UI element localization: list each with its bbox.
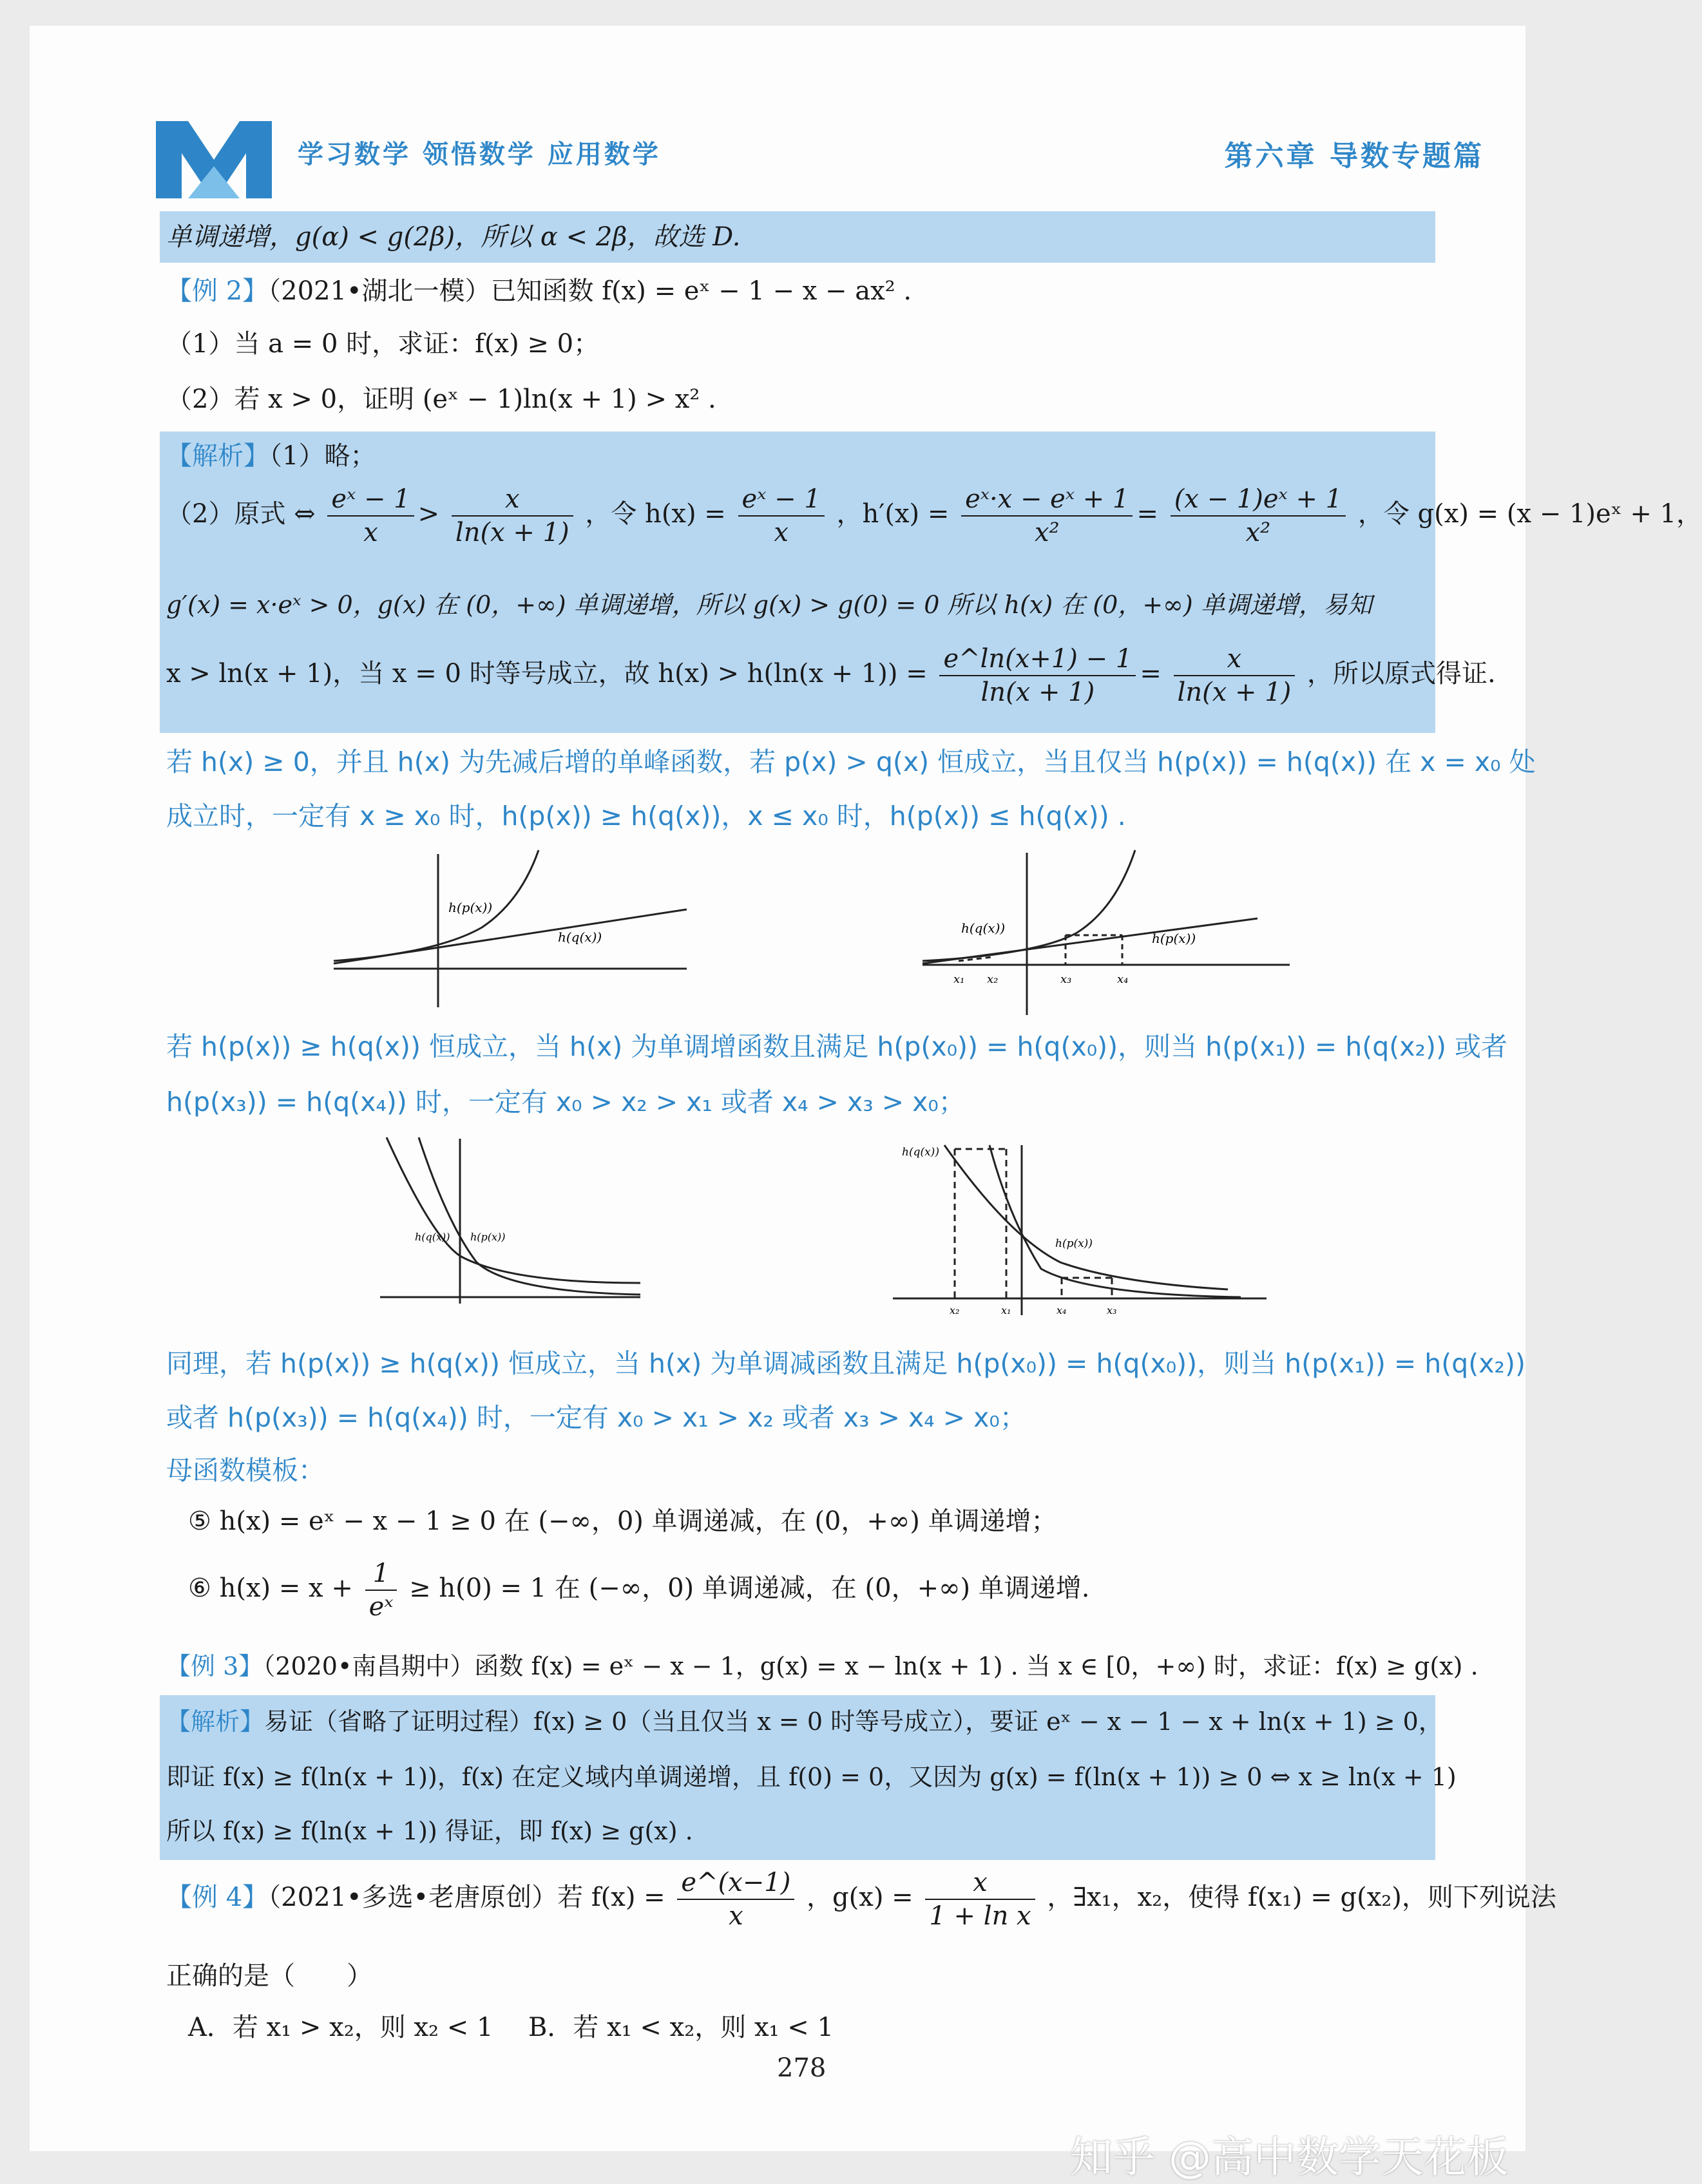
template-text: ≥ h(0) = 1 在 (−∞，0) 单调递减，在 (0，+∞) 单调递增. bbox=[409, 1573, 1090, 1603]
tick-label: x₂ bbox=[987, 973, 999, 986]
example-text: ，g(x) = bbox=[807, 1883, 913, 1912]
header-slogan: 学习数学 领悟数学 应用数学 bbox=[298, 140, 661, 169]
curve-hp bbox=[923, 850, 1135, 961]
fraction: $\frac{x}{\text{1 + ln x}}$ bbox=[925, 1868, 1035, 1931]
label-hp: h(p(x)) bbox=[1055, 1237, 1093, 1250]
label-hq: h(q(x)) bbox=[415, 1231, 450, 1243]
tick-label: x₁ bbox=[953, 973, 965, 986]
fraction: $\frac{e\^{}(x-1)}{x}$ bbox=[677, 1868, 794, 1931]
example-4 bbox=[166, 1868, 1556, 1931]
label-hp: h(p(x)) bbox=[1152, 931, 1196, 946]
example-tag: 【例 4】 bbox=[166, 1883, 269, 1912]
solution-text: （2）原式 ⇔ bbox=[166, 499, 316, 529]
fraction: $\frac{x}{\ln(x + 1)}$ bbox=[452, 484, 573, 547]
figure-1 bbox=[334, 850, 694, 1011]
example-tag: 【例 3】 bbox=[166, 1652, 263, 1680]
curve-hq bbox=[944, 1145, 1228, 1289]
question-stem: 正确的是（ ） bbox=[166, 1961, 372, 1991]
curve-hq bbox=[334, 909, 687, 964]
template-text: ⑥ h(x) = x + bbox=[188, 1573, 353, 1603]
option-a: A．若 x₁ > x₂，则 x₂ < 1 bbox=[188, 2013, 493, 2042]
tick-label: x₂ bbox=[950, 1304, 960, 1316]
example-text: ，∃x₁，x₂，使得 f(x₁) = g(x₂)，则下列说法 bbox=[1047, 1883, 1556, 1912]
tick-label: x₄ bbox=[1057, 1304, 1067, 1316]
solution-line-3: g′(x) = x·eˣ > 0，g(x) 在 (0，+∞) 单调递增，所以 g(x) > g(0) = 0 所以 h(x) 在 (0，+∞) 单调递增，易知 bbox=[166, 591, 1372, 619]
solution-text: ，令 h(x) = bbox=[585, 499, 726, 529]
figure-3 bbox=[380, 1134, 651, 1307]
fraction: $\frac{x}{\ln(x + 1)}$ bbox=[1174, 644, 1296, 707]
chapter-title: 第六章 导数专题篇 bbox=[1224, 140, 1484, 173]
solution-line-2: （2）原式 ⇔ $\frac{\text{eˣ − 1}}{x}$ > $\frac{x}{\ln(x + 1)}$ ，令 h(x) = $\frac{\text{eˣ − 1}}{x}$ ，h′(x) = $\frac{\text{eˣ·x − eˣ + 1}}{\text{x²}}$ = $\frac{\text{(x − 1)eˣ + 1}}{\text{x²}}$ ，令 g(x) = (x − 1)eˣ + 1， bbox=[166, 484, 1702, 547]
blue-text: 若 h(x) ≥ 0，并且 h(x) 为先减后增的单峰函数，若 p(x) > q(x) 恒成立，当且仅当 h(p(x)) = h(q(x)) 在 x = x₀ 处 bbox=[166, 746, 1536, 777]
blue-text: 同理，若 h(p(x)) ≥ h(q(x)) 恒成立，当 h(x) 为单调减函数且满足 h(p(x₀)) = h(q(x₀))，则当 h(p(x₁)) = h(q(x₂)) bbox=[166, 1348, 1525, 1379]
curve-hp bbox=[419, 1137, 640, 1295]
curve-hq bbox=[387, 1137, 640, 1283]
option-b: B．若 x₁ < x₂，则 x₁ < 1 bbox=[528, 2013, 834, 2042]
fraction: $\frac{\text{eˣ − 1}}{x}$ bbox=[738, 484, 825, 547]
watermark: 知乎 @高中数学天花板 bbox=[1070, 2132, 1509, 2182]
curve-hp bbox=[990, 1145, 1241, 1297]
label-hq: h(q(x)) bbox=[961, 920, 1006, 936]
example-tag: 【例 2】 bbox=[166, 276, 269, 306]
example-text: （2021•多选•老唐原创）若 f(x) = bbox=[268, 1883, 665, 1912]
question-2: （2）若 x > 0，证明 (eˣ − 1)ln(x + 1) > x² . bbox=[166, 385, 716, 414]
blue-text: 若 h(p(x)) ≥ h(q(x)) 恒成立，当 h(x) 为单调增函数且满足 h(p(x₀)) = h(q(x₀))，则当 h(p(x₁)) = h(q(x₂)) 或者 bbox=[166, 1031, 1508, 1062]
example-text: （2021•湖北一模）已知函数 f(x) = eˣ − 1 − x − ax² . bbox=[268, 276, 912, 306]
example-text: （2020•南昌期中）函数 f(x) = eˣ − x − 1，g(x) = x − ln(x + 1) . 当 x ∈ [0，+∞) 时，求证：f(x) ≥ g(x) . bbox=[263, 1652, 1478, 1680]
solution-3-line-2: 即证 f(x) ≥ f(ln(x + 1))，f(x) 在定义域内单调递增，且 f(0) = 0，又因为 g(x) = f(ln(x + 1)) ≥ 0 ⇔ x ≥ ln(x + 1) bbox=[166, 1763, 1457, 1791]
tick-label: x₃ bbox=[1060, 973, 1072, 986]
tick-label: x₁ bbox=[1001, 1304, 1011, 1316]
label-hp: h(p(x)) bbox=[448, 900, 493, 915]
fraction: $\frac{\text{(x − 1)eˣ + 1}}{\text{x²}}$ bbox=[1171, 484, 1346, 547]
tick-label: x₃ bbox=[1107, 1304, 1117, 1316]
fraction: $\frac{\text{eˣ·x − eˣ + 1}}{\text{x²}}$ bbox=[961, 484, 1133, 547]
template-6 bbox=[188, 1559, 1089, 1622]
label-hq: h(q(x)) bbox=[902, 1146, 939, 1159]
solution-header bbox=[166, 435, 376, 472]
blue-text: h(p(x₃)) = h(q(x₄)) 时，一定有 x₀ > x₂ > x₁ 或者 x₄ > x₃ > x₀； bbox=[166, 1087, 965, 1117]
solution-3-line-1 bbox=[166, 1702, 1443, 1737]
example-2 bbox=[166, 271, 912, 307]
solution-text: 易证（省略了证明过程）f(x) ≥ 0（当且仅当 x = 0 时等号成立），要证 eˣ − x − 1 − x + ln(x + 1) ≥ 0， bbox=[264, 1707, 1443, 1736]
label-hp: h(p(x)) bbox=[470, 1231, 506, 1243]
solution-tag: 【解析】 bbox=[166, 441, 269, 471]
example-3 bbox=[166, 1646, 1478, 1682]
figure-2 bbox=[923, 850, 1296, 1018]
brand-logo bbox=[149, 108, 278, 205]
solution-text: ，所以原式得证. bbox=[1306, 659, 1496, 688]
question-1: （1）当 a = 0 时，求证：f(x) ≥ 0； bbox=[166, 329, 600, 359]
solution-text: ，h′(x) = bbox=[836, 499, 950, 529]
page-number: 278 bbox=[777, 2053, 827, 2083]
solution-line-4: x > ln(x + 1)，当 x = 0 时等号成立，故 h(x) > h(ln(x + 1)) = $\frac{e\^{}\ln(x+1) - 1}{\ln(x + 1)}$ = $\frac{x}{\ln(x + 1)}$ ，所以原式得证. bbox=[166, 644, 1496, 707]
template-5: ⑤ h(x) = eˣ − x − 1 ≥ 0 在 (−∞，0) 单调递减，在 (0，+∞) 单调递增； bbox=[188, 1506, 1057, 1536]
text-line: 单调递增，g(α) < g(2β)，所以 α < 2β，故选 D. bbox=[166, 222, 741, 252]
figure-4 bbox=[893, 1140, 1273, 1320]
solution-3-line-3: 所以 f(x) ≥ f(ln(x + 1)) 得证，即 f(x) ≥ g(x) . bbox=[166, 1817, 693, 1845]
blue-text: 或者 h(p(x₃)) = h(q(x₄)) 时，一定有 x₀ > x₁ > x₂ 或者 x₃ > x₄ > x₀； bbox=[166, 1402, 1026, 1433]
fraction: $\frac{\text{eˣ − 1}}{x}$ bbox=[327, 484, 414, 547]
solution-text: （1）略； bbox=[269, 441, 376, 471]
curve-hp bbox=[334, 850, 539, 961]
fraction: $\frac{1}{\text{eˣ}}$ bbox=[365, 1559, 397, 1622]
fraction: $\frac{e\^{}\ln(x+1) - 1}{\ln(x + 1)}$ bbox=[939, 644, 1136, 707]
blue-text: 母函数模板： bbox=[166, 1455, 325, 1486]
blue-text: 成立时，一定有 x ≥ x₀ 时，h(p(x)) ≥ h(q(x))，x ≤ x₀ 时，h(p(x)) ≤ h(q(x)) . bbox=[166, 801, 1126, 831]
solution-tag: 【解析】 bbox=[166, 1707, 265, 1736]
solution-text: ，令 g(x) = (x − 1)eˣ + 1， bbox=[1357, 499, 1702, 529]
label-hq: h(q(x)) bbox=[558, 929, 602, 945]
solution-text: x > ln(x + 1)，当 x = 0 时等号成立，故 h(x) > h(ln(x + 1)) = bbox=[166, 659, 928, 688]
tick-label: x₄ bbox=[1117, 973, 1129, 986]
